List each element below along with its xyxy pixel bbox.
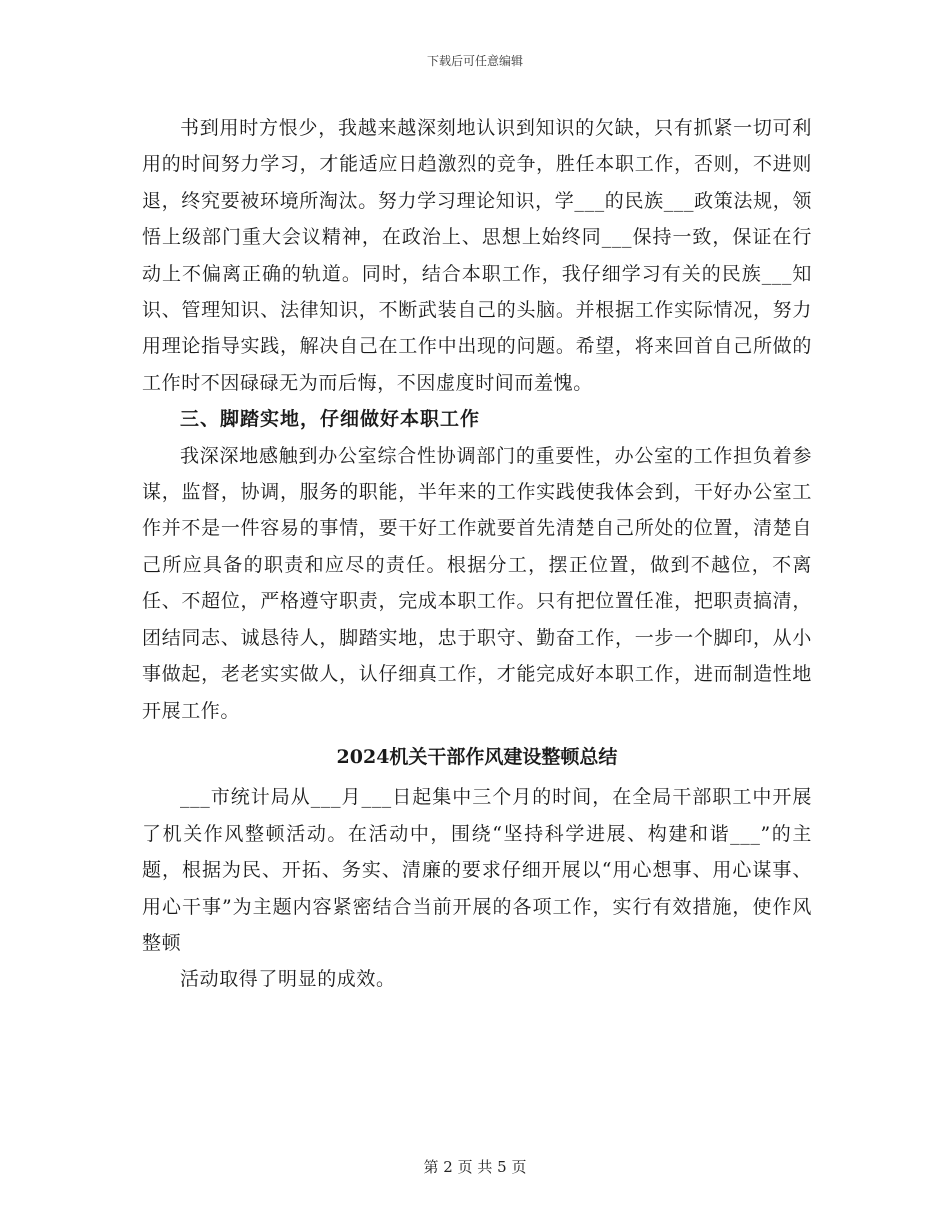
page-header: 下载后可任意编辑 — [426, 54, 523, 68]
document-title: 2024机关干部作风建设整顿总结 — [336, 745, 618, 768]
paragraph-result: 活动取得了明显的成效。 — [180, 968, 396, 991]
page-number: 第 2 页 共 5 页 — [423, 1158, 527, 1176]
paragraph-study: 书到用时方恨少，我越来越深刻地认识到知识的欠缺，只有抓紧一切可利用的时间努力学习，才能适应日趋激烈的竞争，胜任本职工作，否则，不进则退，终究要被环境所淘汰。努力学习理论知识，学___的民族___政策法规，领悟上级部门重大会议精神，在政治上、思想上始终同___保持一致，保证在行动上不偏离正确的轨道。同时，结合本职工作，我仔细学习有关的民族___知识、管理知识、法律知识，不断武装自己的头脑。并根据工作实际情况，努力用理论指导实践，解决自己在工作中出现的问题。希望，将来回首自己所做的工作时不因碌碌无为而后悔，不因虚度时间而羞愧。 — [142, 117, 812, 394]
paragraph-office-work: 我深深地感触到办公室综合性协调部门的重要性，办公室的工作担负着参谋，监督，协调，服务的职能，半年来的工作实践使我体会到，干好办公室工作并不是一件容易的事情，要干好工作就要首先清楚自己所处的位置，清楚自己所应具备的职责和应尽的责任。根据分工，摆正位置，做到不越位，不离任、不超位，严格遵守职责，完成本职工作。只有把位置任准，把职责搞清，团结同志、诚恳待人，脚踏实地，忠于职守、勤奋工作，一步一个脚印，从小事做起，老老实实做人，认仔细真工作，才能完成好本职工作，进而制造性地开展工作。 — [142, 444, 812, 722]
section-heading: 三、脚踏实地，仔细做好本职工作 — [180, 408, 481, 431]
paragraph-campaign: ___市统计局从___月___日起集中三个月的时间，在全局干部职工中开展了机关作风整顿活动。在活动中，围绕“坚持科学进展、构建和谐___”的主题，根据为民、开拓、务实、清廉的要求仔细开展以“用心想事、用心谋事、用心干事”为主题内容紧密结合当前开展的各项工作，实行有效措施，使作风整顿 — [142, 786, 812, 954]
document-body — [142, 110, 812, 998]
